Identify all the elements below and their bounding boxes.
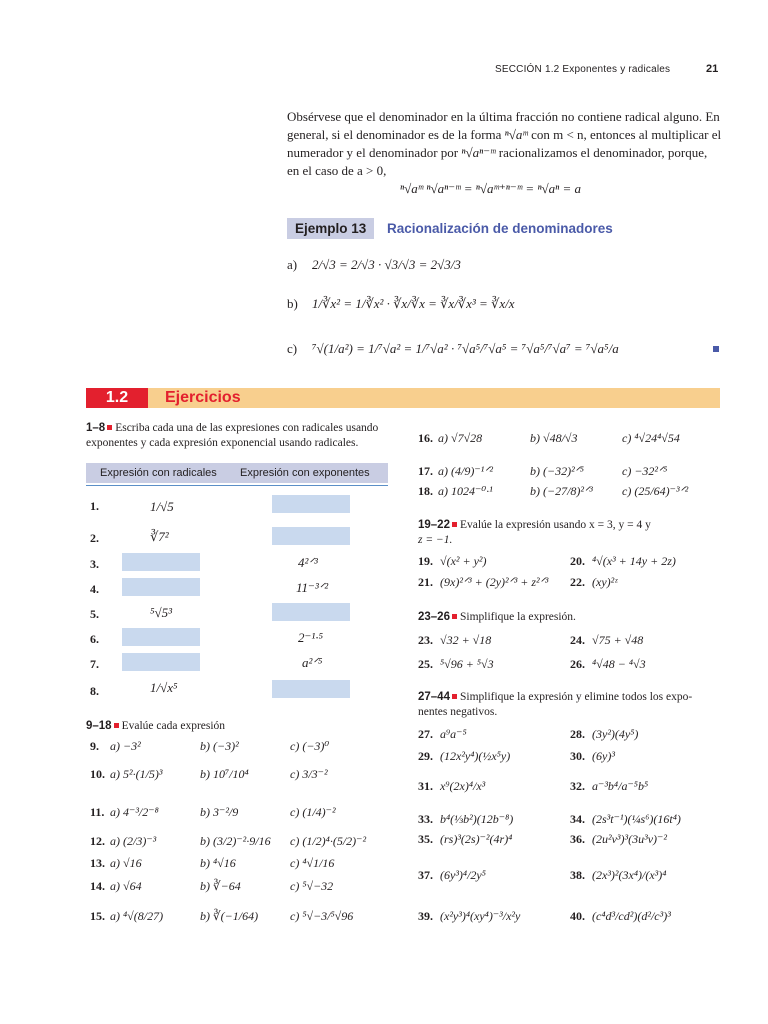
group-23-26-instructions: 23–26 Simplifique la expresión. — [418, 611, 576, 623]
table-cell-exponent: a²ᐟ⁵ — [302, 655, 323, 670]
exercise-expression: (6y³)⁴/2y⁵ — [440, 868, 486, 882]
intro-line-3: numerador y el denominador por ⁿ√aⁿ⁻ᵐ racionalizamos el denominador, porque, — [287, 145, 708, 160]
root-a-m: ⁿ√aᵐ — [504, 127, 528, 142]
exercise-number: 21. — [418, 575, 433, 589]
exercise-part-a: a) 4⁻³/2⁻⁸ — [110, 805, 159, 819]
exercise-part-b: b) ∛−64 — [200, 879, 241, 893]
example-b-label: b) — [287, 296, 298, 311]
exercise-number: 14. — [90, 879, 105, 893]
exercise-part-a: a) ⁴√(8/27) — [110, 909, 164, 923]
exercises-19-22 — [418, 552, 728, 592]
exercise-expression: √32 + √18 — [440, 633, 492, 647]
exercise-expression: √(x² + y²) — [440, 554, 487, 568]
exercise-part-a: a) 1024⁻⁰·¹ — [438, 484, 493, 498]
exercise-part-c: c) −32²ᐟ⁵ — [622, 464, 668, 478]
red-square-icon — [452, 614, 457, 619]
table-row-number: 6. — [90, 632, 99, 646]
exercise-number: 25. — [418, 657, 433, 671]
exercises-27-40 — [418, 724, 728, 944]
table-cell-radical: ∛7² — [150, 529, 169, 544]
exercise-part-c: c) (1/2)⁴·(5/2)⁻² — [290, 834, 367, 848]
exercise-part-a: a) (4/9)⁻¹ᐟ² — [438, 464, 493, 478]
exercise-number: 24. — [570, 633, 585, 647]
exercise-part-b: b) (3/2)⁻²·9/16 — [200, 834, 271, 848]
exercise-number: 36. — [570, 832, 585, 846]
red-square-icon — [107, 425, 112, 430]
exercise-expression: ⁵√96 + ⁵√3 — [440, 657, 494, 671]
intro-display-equation: ⁿ√aᵐ ⁿ√aⁿ⁻ᵐ = ⁿ√aᵐ⁺ⁿ⁻ᵐ = ⁿ√aⁿ = a — [400, 181, 582, 196]
red-square-icon — [452, 522, 457, 527]
group-1-8-instructions: 1–8 Escriba cada una de las expresiones con radicales usando exponentes y cada expresión exponencial usando radicales. — [86, 422, 379, 449]
table-cell-radical: 1/√5 — [150, 499, 174, 514]
example-title: Racionalización de denominadores — [387, 221, 613, 236]
exercise-part-c: c) ⁵√−32 — [290, 879, 334, 893]
example-b-expression: 1/∛x² = 1/∛x² · ∛x/∛x = ∛x/∛x³ = ∛x/x — [312, 296, 515, 311]
exercise-number: 17. — [418, 464, 433, 478]
table-row-number: 3. — [90, 557, 99, 571]
running-header-section: SECCIÓN 1.2 Exponentes y radicales — [495, 64, 671, 75]
example-c-expression: ⁷√(1/a²) = 1/⁷√a² = 1/⁷√a² · ⁷√a⁵/⁷√a⁵ = ⁷√a⁵/⁷√a⁷ = ⁷√a⁵/a — [312, 341, 619, 356]
exercise-number: 20. — [570, 554, 585, 568]
exercise-number: 16. — [418, 431, 433, 445]
answer-blank[interactable] — [122, 628, 200, 646]
intro-paragraph — [287, 108, 727, 180]
exercise-number: 28. — [570, 727, 585, 741]
answer-blank[interactable] — [122, 578, 200, 596]
exercise-part-a: a) 5²·(1/5)³ — [110, 767, 163, 781]
exercise-number: 31. — [418, 779, 433, 793]
exercise-part-a: a) √7√28 — [438, 431, 483, 445]
table-row-number: 1. — [90, 499, 99, 513]
exercise-part-b: b) ⁴√16 — [200, 856, 236, 870]
exercise-number: 35. — [418, 832, 433, 846]
exercise-number: 26. — [570, 657, 585, 671]
answer-blank[interactable] — [272, 680, 350, 698]
exercise-expression: (2s³t⁻¹)(¼s⁶)(16t⁴) — [592, 812, 681, 826]
example-a-label: a) — [287, 257, 298, 272]
exercise-part-c: c) (1/4)⁻² — [290, 805, 336, 819]
exercise-part-b: b) √48/√3 — [530, 431, 578, 445]
exercise-number: 11. — [90, 805, 105, 819]
exercise-expression: b⁴(⅓b²)(12b⁻⁸) — [440, 812, 514, 826]
exercise-expression: (c⁴d³/cd²)(d²/c³)³ — [592, 909, 671, 923]
exercise-number: 33. — [418, 812, 433, 826]
exercise-expression: (3y²)(4y⁵) — [592, 727, 639, 741]
exercise-number: 9. — [90, 739, 99, 753]
example-a-expression: 2/√3 = 2/√3 · √3/√3 = 2√3/3 — [312, 257, 461, 272]
intro-line-4: en el caso de a > 0, — [287, 163, 387, 178]
example-end-square-icon — [713, 346, 719, 352]
exercise-expression: (12x²y⁴)(½x⁵y) — [440, 749, 511, 763]
exercise-number: 23. — [418, 633, 433, 647]
exercise-number: 40. — [570, 909, 585, 923]
exercise-expression: √75 + √48 — [592, 633, 644, 647]
exercise-part-b: b) ∛(−1/64) — [200, 909, 259, 923]
answer-blank[interactable] — [272, 495, 350, 513]
conversion-table — [86, 488, 388, 700]
exercise-expression: (9x)²ᐟ³ + (2y)²ᐟ³ + z²ᐟ³ — [440, 575, 549, 589]
exercises-section-number: 1.2 — [86, 388, 148, 408]
exercises-23-26 — [418, 630, 728, 674]
exercise-part-b: b) (−27/8)²ᐟ³ — [530, 484, 593, 498]
exercise-part-b: b) (−32)²ᐟ⁵ — [530, 464, 584, 478]
exercise-expression: (6y)³ — [592, 749, 615, 763]
exercise-number: 19. — [418, 554, 433, 568]
table-header — [86, 463, 388, 483]
exercise-number: 39. — [418, 909, 433, 923]
exercise-part-c: c) (−3)⁰ — [290, 739, 330, 753]
exercise-part-a: a) (2/3)⁻³ — [110, 834, 157, 848]
exercise-number: 34. — [570, 812, 585, 826]
table-row-number: 5. — [90, 607, 99, 621]
group-27-44-instructions: 27–44 Simplifique la expresión y elimine todos los expo- nentes negativos. — [418, 691, 693, 718]
exercise-number: 22. — [570, 575, 585, 589]
intro-line-1: Obsérvese que el denominador en la última fracción no contiene radical alguno. En — [287, 109, 720, 124]
exercise-number: 27. — [418, 727, 433, 741]
exercise-expression: ⁴√48 − ⁴√3 — [592, 657, 646, 671]
table-cell-radical: 1/√x⁵ — [150, 680, 178, 695]
exercise-expression: x⁹(2x)⁴/x³ — [440, 779, 486, 793]
exercise-number: 12. — [90, 834, 105, 848]
exercise-part-c: c) (25/64)⁻³ᐟ² — [622, 484, 689, 498]
exercise-expression: (2x³)²(3x⁴)/(x³)⁴ — [592, 868, 667, 882]
exercises-9-15 — [86, 736, 406, 936]
exercise-expression: (rs)³(2s)⁻²(4r)⁴ — [440, 832, 513, 846]
exercise-part-a: a) √16 — [110, 856, 142, 870]
exercises-16-18 — [418, 424, 728, 504]
exercise-expression: a⁻³b⁴/a⁻⁵b⁵ — [592, 779, 649, 793]
exercise-part-b: b) 3⁻²/9 — [200, 805, 239, 819]
exercise-expression: (xy)²ᶻ — [592, 575, 618, 589]
table-row-number: 8. — [90, 684, 99, 698]
answer-blank[interactable] — [272, 527, 350, 545]
exercise-number: 37. — [418, 868, 433, 882]
red-square-icon — [452, 694, 457, 699]
intro-line-2: general, si el denominador es de la forma ⁿ√aᵐ con m < n, entonces al multiplicar el — [287, 127, 722, 142]
exercise-expression: ⁴√(x³ + 14y + 2z) — [592, 554, 676, 568]
exercise-expression: a⁹a⁻⁵ — [440, 727, 467, 741]
exercise-expression: (2u²v³)³(3u³v)⁻² — [592, 832, 667, 846]
table-row-number: 4. — [90, 582, 99, 596]
example-c-label: c) — [287, 341, 298, 356]
exercise-part-c: c) ⁵√−3/⁵√96 — [290, 909, 354, 923]
exercise-number: 10. — [90, 767, 105, 781]
table-cell-radical: ⁵√5³ — [150, 605, 173, 620]
table-cell-exponent: 4²ᐟ³ — [298, 555, 318, 570]
exercise-number: 32. — [570, 779, 585, 793]
answer-blank[interactable] — [122, 653, 200, 671]
group-9-18-instructions: 9–18 Evalúe cada expresión — [86, 720, 226, 732]
exercise-part-a: a) √64 — [110, 879, 142, 893]
exercise-number: 18. — [418, 484, 433, 498]
table-row-number: 7. — [90, 657, 99, 671]
answer-blank[interactable] — [272, 603, 350, 621]
root-a-n-minus-m: ⁿ√aⁿ⁻ᵐ — [461, 145, 496, 160]
exercise-part-a: a) −3² — [110, 739, 141, 753]
exercises-title: Ejercicios — [165, 389, 241, 406]
page-number: 21 — [706, 63, 719, 75]
answer-blank[interactable] — [122, 553, 200, 571]
table-rule — [86, 485, 388, 486]
exercise-expression: (x²y³)⁴(xy⁴)⁻³/x²y — [440, 909, 521, 923]
col-header-radicals: Expresión con radicales — [100, 467, 217, 479]
group-19-22-instructions: 19–22 Evalúe la expresión usando x = 3, y = 4 y z = −1. — [418, 519, 651, 546]
exercise-number: 30. — [570, 749, 585, 763]
table-row-number: 2. — [90, 531, 99, 545]
exercise-number: 29. — [418, 749, 433, 763]
exercise-part-c: c) ⁴√1/16 — [290, 856, 335, 870]
exercise-part-b: b) 10⁷/10⁴ — [200, 767, 249, 781]
example-tag: Ejemplo 13 — [287, 218, 374, 239]
red-square-icon — [114, 723, 119, 728]
exercise-part-c: c) ⁴√24⁴√54 — [622, 431, 680, 445]
exercise-part-b: b) (−3)² — [200, 739, 239, 753]
table-cell-exponent: 11⁻³ᐟ² — [296, 580, 329, 595]
exercise-number: 13. — [90, 856, 105, 870]
table-cell-exponent: 2⁻¹·⁵ — [298, 630, 324, 645]
col-header-exponents: Expresión con exponentes — [240, 467, 370, 479]
exercise-part-c: c) 3/3⁻² — [290, 767, 328, 781]
exercise-number: 38. — [570, 868, 585, 882]
exercise-number: 15. — [90, 909, 105, 923]
